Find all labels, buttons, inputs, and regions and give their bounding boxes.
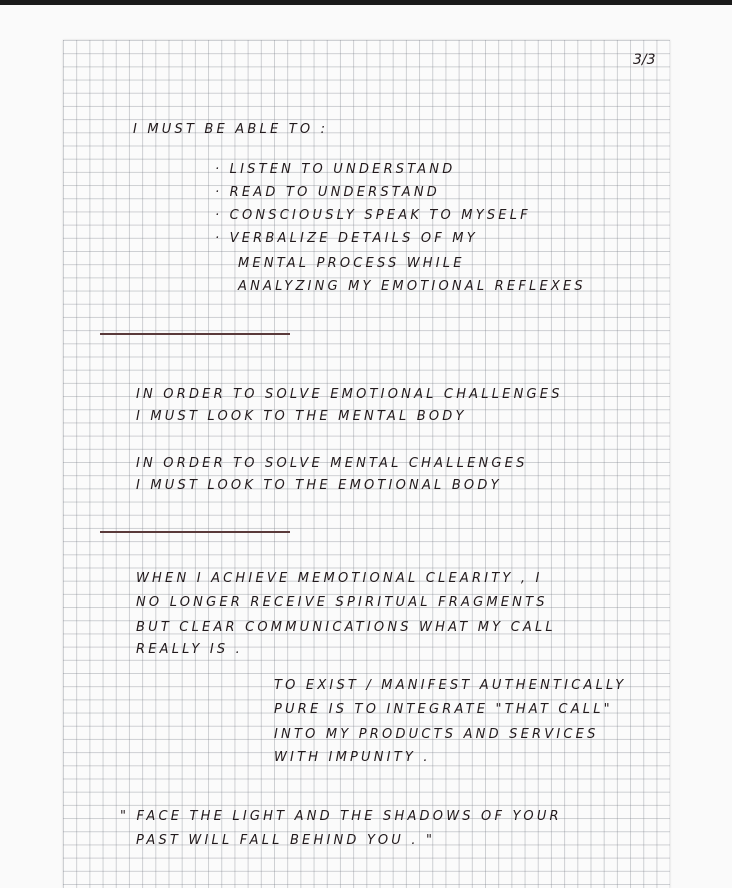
bullet-item: · READ TO UNDERSTAND (215, 185, 440, 200)
bullet-continuation: ANALYZING MY EMOTIONAL REFLEXES (238, 279, 586, 294)
statement-line: I MUST LOOK TO THE EMOTIONAL BODY (136, 478, 502, 493)
indented-line: WITH IMPUNITY . (274, 750, 431, 765)
paragraph-line: WHEN I ACHIEVE MEMOTIONAL CLEARITY , I (136, 571, 543, 586)
indented-line: TO EXIST / MANIFEST AUTHENTICALLY (274, 678, 627, 693)
bullet-item: · CONSCIOUSLY SPEAK TO MYSELF (215, 208, 531, 223)
paragraph-line: NO LONGER RECEIVE SPIRITUAL FRAGMENTS (136, 595, 548, 610)
statement-line: IN ORDER TO SOLVE MENTAL CHALLENGES (136, 456, 528, 471)
page-number: 3/3 (633, 52, 656, 68)
quote-line: PAST WILL FALL BEHIND YOU . " (136, 833, 436, 848)
statement-line: IN ORDER TO SOLVE EMOTIONAL CHALLENGES (136, 387, 563, 402)
divider-line (100, 333, 290, 335)
bullet-item: · VERBALIZE DETAILS OF MY (215, 231, 478, 246)
divider-line (100, 531, 290, 533)
paragraph-line: BUT CLEAR COMMUNICATIONS WHAT MY CALL (136, 620, 556, 635)
top-border (0, 0, 732, 5)
indented-line: PURE IS TO INTEGRATE "THAT CALL" (274, 702, 613, 717)
section1-heading: I MUST BE ABLE TO : (133, 122, 329, 137)
indented-line: INTO MY PRODUCTS AND SERVICES (274, 727, 599, 742)
quote-line: " FACE THE LIGHT AND THE SHADOWS OF YOUR (120, 809, 562, 824)
bullet-item: · LISTEN TO UNDERSTAND (215, 162, 456, 177)
bullet-continuation: MENTAL PROCESS WHILE (238, 256, 465, 271)
statement-line: I MUST LOOK TO THE MENTAL BODY (136, 409, 467, 424)
paragraph-line: REALLY IS . (136, 642, 244, 657)
